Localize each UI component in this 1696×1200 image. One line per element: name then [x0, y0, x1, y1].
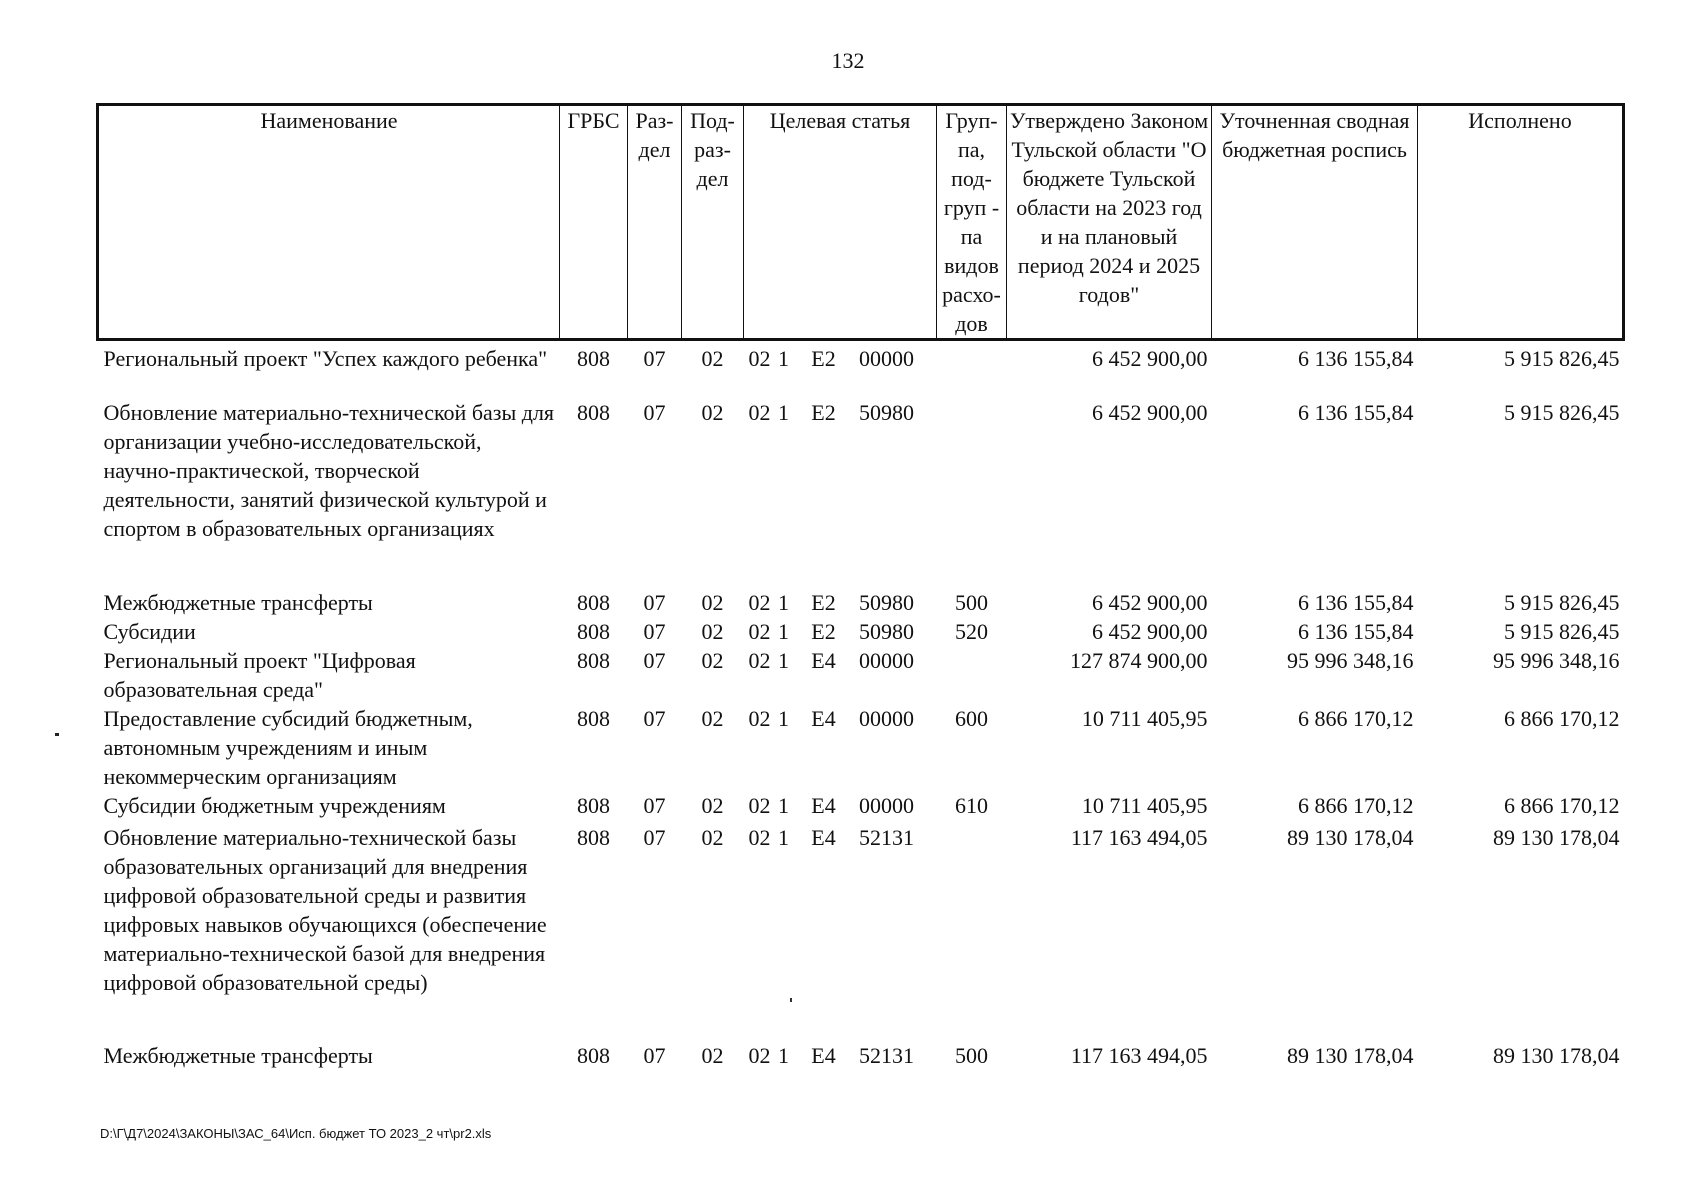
row-adjusted: 6 136 155,84 — [1298, 346, 1414, 371]
row-adjusted: 6 136 155,84 — [1298, 399, 1414, 425]
target-project: E2 — [811, 399, 836, 425]
row-approved: 127 874 900,00 — [1070, 647, 1208, 673]
target-program: 02 — [748, 824, 771, 850]
target-program: 02 — [748, 647, 771, 673]
header-podrazdel: Под- раз- дел — [682, 105, 744, 340]
row-razdel: 07 — [643, 1042, 666, 1068]
target-direction: 00000 — [859, 346, 914, 371]
target-project: E2 — [811, 618, 836, 644]
table-row — [98, 340, 1624, 398]
target-direction: 00000 — [859, 792, 914, 818]
row-podrazdel: 02 — [701, 792, 724, 818]
table-row — [98, 646, 1624, 704]
row-razdel: 07 — [643, 824, 666, 850]
row-target-article — [744, 704, 937, 791]
target-subprogram: 1 — [778, 1042, 789, 1068]
row-grbs: 808 — [577, 346, 610, 371]
row-grbs: 808 — [577, 1042, 610, 1068]
file-path-footer: D:\Г\Д7\2024\ЗАКОНЫ\ЗАС_64\Исп. бюджет ТО 2023_2 чт\pr2.xls — [100, 1126, 492, 1141]
row-podrazdel: 02 — [701, 618, 724, 644]
row-expense-group: 600 — [955, 705, 988, 731]
scan-mark — [55, 733, 59, 736]
row-razdel: 07 — [643, 346, 666, 371]
row-razdel: 07 — [643, 618, 666, 644]
target-program: 02 — [748, 589, 771, 615]
row-razdel: 07 — [643, 589, 666, 615]
row-approved: 6 452 900,00 — [1092, 618, 1208, 644]
row-razdel: 07 — [643, 399, 666, 425]
row-executed: 89 130 178,04 — [1493, 824, 1620, 850]
row-grbs: 808 — [577, 647, 610, 673]
row-podrazdel: 02 — [701, 589, 724, 615]
row-expense-group: 500 — [955, 1042, 988, 1068]
row-target-article — [744, 646, 937, 704]
table-row — [98, 398, 1624, 588]
row-adjusted: 95 996 348,16 — [1287, 647, 1414, 673]
row-expense-group: 500 — [955, 589, 988, 615]
target-project: E2 — [811, 589, 836, 615]
row-executed: 5 915 826,45 — [1504, 618, 1620, 644]
row-podrazdel: 02 — [701, 705, 724, 731]
row-grbs: 808 — [577, 618, 610, 644]
row-adjusted: 6 866 170,12 — [1298, 792, 1414, 818]
table-row — [98, 617, 1624, 646]
target-direction: 00000 — [859, 705, 914, 731]
row-name: Региональный проект "Успех каждого ребенка" — [103, 346, 548, 371]
table-row — [98, 791, 1624, 823]
row-razdel: 07 — [643, 647, 666, 673]
target-direction: 50980 — [859, 618, 914, 644]
row-expense-group — [937, 823, 1007, 1041]
table-row — [98, 1041, 1624, 1081]
row-grbs: 808 — [577, 589, 610, 615]
row-expense-group: 610 — [955, 792, 988, 818]
scan-mark — [790, 998, 792, 1002]
target-project: E4 — [811, 792, 836, 818]
row-grbs: 808 — [577, 824, 610, 850]
target-direction: 00000 — [859, 647, 914, 673]
row-razdel: 07 — [643, 792, 666, 818]
table-row — [98, 588, 1624, 617]
target-direction: 52131 — [859, 1042, 914, 1068]
row-adjusted: 6 136 155,84 — [1298, 618, 1414, 644]
target-direction: 50980 — [859, 399, 914, 425]
row-expense-group: 520 — [955, 618, 988, 644]
row-name: Межбюджетные трансферты — [103, 589, 373, 615]
target-program: 02 — [748, 399, 771, 425]
target-project: E4 — [811, 647, 836, 673]
row-target-article — [744, 398, 937, 588]
row-target-article — [744, 617, 937, 646]
target-program: 02 — [748, 1042, 771, 1068]
header-target-article: Целевая статья — [744, 105, 937, 340]
table-row — [98, 704, 1624, 791]
budget-table — [96, 103, 1625, 1081]
row-approved: 6 452 900,00 — [1092, 589, 1208, 615]
target-program: 02 — [748, 705, 771, 731]
header-grbs: ГРБС — [560, 105, 628, 340]
target-subprogram: 1 — [778, 647, 789, 673]
row-approved: 117 163 494,05 — [1070, 824, 1208, 850]
row-name: Субсидии — [103, 618, 196, 644]
row-adjusted: 6 866 170,12 — [1298, 705, 1414, 731]
table-row — [98, 823, 1624, 1041]
row-name: Региональный проект "Цифровая образовательная среда" — [103, 647, 416, 702]
target-project: E4 — [811, 824, 836, 850]
target-project: E4 — [811, 1042, 836, 1068]
header-razdel: Раз- дел — [628, 105, 682, 340]
row-grbs: 808 — [577, 705, 610, 731]
header-expense-group: Груп- па, под- груп - па видов расхо- дов — [937, 105, 1007, 340]
target-program: 02 — [748, 618, 771, 644]
header-approved: Утверждено Законом Тульской области "О бюджете Тульской области на 2023 год и на плановый период 2024 и 2025 годов" — [1007, 105, 1212, 340]
target-program: 02 — [748, 792, 771, 818]
row-adjusted: 89 130 178,04 — [1287, 824, 1414, 850]
target-program: 02 — [748, 346, 771, 371]
row-name: Субсидии бюджетным учреждениям — [103, 792, 446, 818]
row-approved: 117 163 494,05 — [1070, 1042, 1208, 1068]
row-target-article — [744, 791, 937, 823]
row-approved: 10 711 405,95 — [1081, 792, 1208, 818]
table-body — [98, 340, 1624, 1081]
row-executed: 5 915 826,45 — [1504, 346, 1620, 371]
row-name: Предоставление субсидий бюджетным, автономным учреждениям и иным некоммерческим организациям — [103, 705, 473, 789]
row-name: Обновление материально-технической базы образовательных организаций для внедрения цифровой образовательной среды и развития цифровых навыков обучающихся (обеспечение материально-технической базой для внедрения цифровой образовательной среды) — [103, 824, 547, 995]
target-subprogram: 1 — [778, 792, 789, 818]
row-target-article — [744, 1041, 937, 1081]
row-podrazdel: 02 — [701, 824, 724, 850]
row-grbs: 808 — [577, 792, 610, 818]
row-razdel: 07 — [643, 705, 666, 731]
target-subprogram: 1 — [778, 705, 789, 731]
row-executed: 5 915 826,45 — [1504, 589, 1620, 615]
row-podrazdel: 02 — [701, 1042, 724, 1068]
target-subprogram: 1 — [778, 824, 789, 850]
row-adjusted: 89 130 178,04 — [1287, 1042, 1414, 1068]
row-executed: 5 915 826,45 — [1504, 399, 1620, 425]
target-project: E4 — [811, 705, 836, 731]
row-name: Обновление материально-технической базы для организации учебно-исследовательской, научно-практической, творческой деятельности, занятий физической культурой и спортом в образовательных организациях — [103, 399, 555, 541]
row-executed: 95 996 348,16 — [1493, 647, 1620, 673]
target-project: E2 — [811, 346, 836, 371]
row-approved: 6 452 900,00 — [1092, 346, 1208, 371]
target-subprogram: 1 — [778, 346, 789, 371]
row-approved: 6 452 900,00 — [1092, 399, 1208, 425]
target-subprogram: 1 — [778, 589, 789, 615]
target-direction: 50980 — [859, 589, 914, 615]
header-executed: Исполнено — [1418, 105, 1624, 340]
header-name: Наименование — [98, 105, 560, 340]
row-podrazdel: 02 — [701, 346, 724, 371]
target-subprogram: 1 — [778, 618, 789, 644]
target-direction: 52131 — [859, 824, 914, 850]
row-executed: 89 130 178,04 — [1493, 1042, 1620, 1068]
page-number: 132 — [831, 48, 865, 73]
row-adjusted: 6 136 155,84 — [1298, 589, 1414, 615]
row-grbs: 808 — [577, 399, 610, 425]
row-podrazdel: 02 — [701, 647, 724, 673]
row-expense-group — [937, 340, 1007, 398]
row-executed: 6 866 170,12 — [1504, 705, 1620, 731]
row-name: Межбюджетные трансферты — [103, 1042, 373, 1068]
row-executed: 6 866 170,12 — [1504, 792, 1620, 818]
row-expense-group — [937, 646, 1007, 704]
row-approved: 10 711 405,95 — [1081, 705, 1208, 731]
row-target-article — [744, 588, 937, 617]
target-subprogram: 1 — [778, 399, 789, 425]
row-podrazdel: 02 — [701, 399, 724, 425]
row-expense-group — [937, 398, 1007, 588]
row-target-article — [744, 823, 937, 1041]
row-target-article — [744, 340, 937, 398]
table-header — [98, 105, 1624, 340]
header-adjusted: Уточненная сводная бюджетная роспись — [1212, 105, 1418, 340]
